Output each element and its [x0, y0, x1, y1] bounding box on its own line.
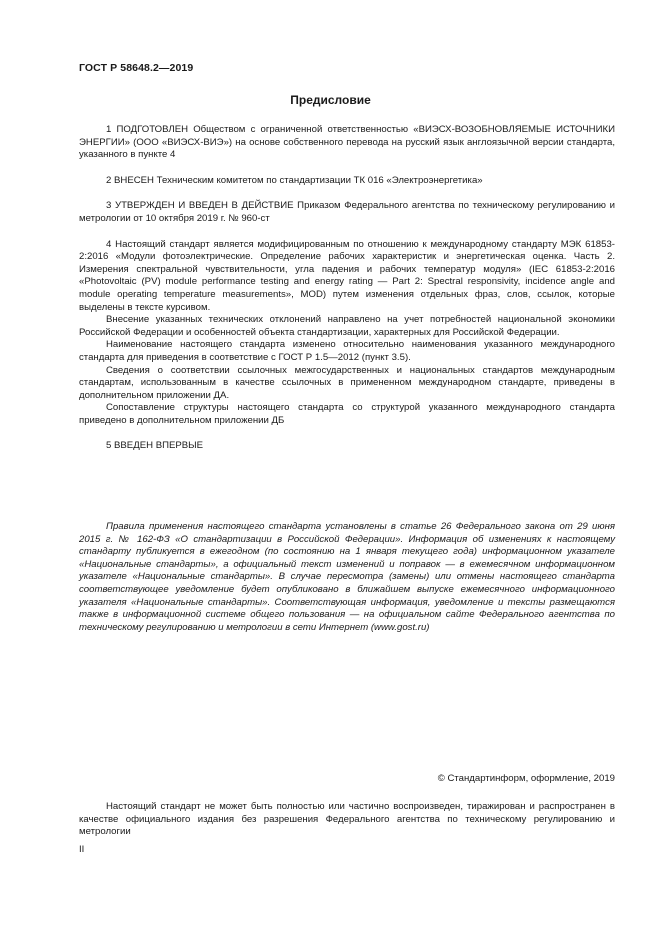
section-4-paragraph: Сведения о соответствии ссылочных межгосударственных и национальных стандартов международным стандартам, использованным в качестве ссылочных в примененном международном стандарте, приведены в дополнительном приложении ДА. [79, 364, 615, 401]
section-1: 1 ПОДГОТОВЛЕН Обществом с ограниченной ответственностью «ВИЭСХ-ВОЗОБНОВЛЯЕМЫЕ ИСТОЧНИКИ ЭНЕРГИИ» (ООО «ВИЭСХ-ВИЭ») на основе собственного перевода на русский язык англоязычной версии стандарта, указанного в пункте 4 [79, 124, 615, 161]
reproduction-notice: Настоящий стандарт не может быть полностью или частично воспроизведен, тиражирован и распространен в качестве официального издания без разрешения Федерального агентства по техническому регулированию и метрологии [79, 801, 615, 838]
document-code: ГОСТ Р 58648.2—2019 [79, 62, 194, 74]
section-4-paragraph: 4 Настоящий стандарт является модифицированным по отношению к международному стандарту МЭК 61853-2:2016 «Модули фотоэлектрические. Определение рабочих характеристик и энергетическая оценка. Часть 2. Измерения спектральной чувствительности, угла падения и рабочих температур модуля» (IEC 61853-2:2016 «Photovoltaic (PV) module performance testing and energy rating — Part 2: Spectral responsivity, incidence angle and module operating temperature measurements», MOD) путем изменения отдельных фраз, слов, ссылок, которые выделены в тексте курсивом. [79, 238, 615, 313]
section-4-paragraph: Наименование настоящего стандарта изменено относительно наименования указанного международного стандарта для приведения в соответствие с ГОСТ Р 1.5—2012 (пункт 3.5). [79, 339, 615, 363]
copyright-line: © Стандартинформ, оформление, 2019 [437, 773, 615, 784]
section-4-paragraph: Сопоставление структуры настоящего стандарта со структурой указанного международного стандарта приведено в дополнительном приложении ДБ [79, 402, 615, 426]
page-number: II [79, 844, 85, 855]
section-2: 2 ВНЕСЕН Техническим комитетом по стандартизации ТК 016 «Электроэнергетика» [106, 174, 483, 186]
section-3: 3 УТВЕРЖДЕН И ВВЕДЕН В ДЕЙСТВИЕ Приказом Федерального агентства по техническому регулированию и метрологии от 10 октября 2019 г. № 960-ст [79, 200, 615, 224]
section-4-paragraph: Внесение указанных технических отклонений направлено на учет потребностей национальной экономики Российской Федерации и особенностей объекта стандартизации, характерных для Российской Федерации. [79, 314, 615, 338]
section-5: 5 ВВЕДЕН ВПЕРВЫЕ [106, 440, 204, 452]
foreword-body [79, 124, 615, 453]
page-title: Предисловие [290, 93, 371, 107]
standard-notice: Правила применения настоящего стандарта установлены в статье 26 Федерального закона от 29 июня 2015 г. № 162-ФЗ «О стандартизации в Российской Федерации». Информация об изменениях к настоящему стандарту публикуется в ежегодном (по состоянию на 1 января текущего года) информационном указателе «Национальные стандарты», а официальный текст изменений и поправок — в ежемесячном информационном указателе «Национальные стандарты». В случае пересмотра (замены) или отмены настоящего стандарта соответствующее уведомление будет опубликовано в ближайшем выпуске ежемесячного информационного указателя «Национальные стандарты». Соответствующая информация, уведомление и тексты размещаются также в информационной системе общего пользования — на официальном сайте Федерального агентства по техническому регулированию и метрологии в сети Интернет (www.gost.ru) [79, 521, 615, 633]
